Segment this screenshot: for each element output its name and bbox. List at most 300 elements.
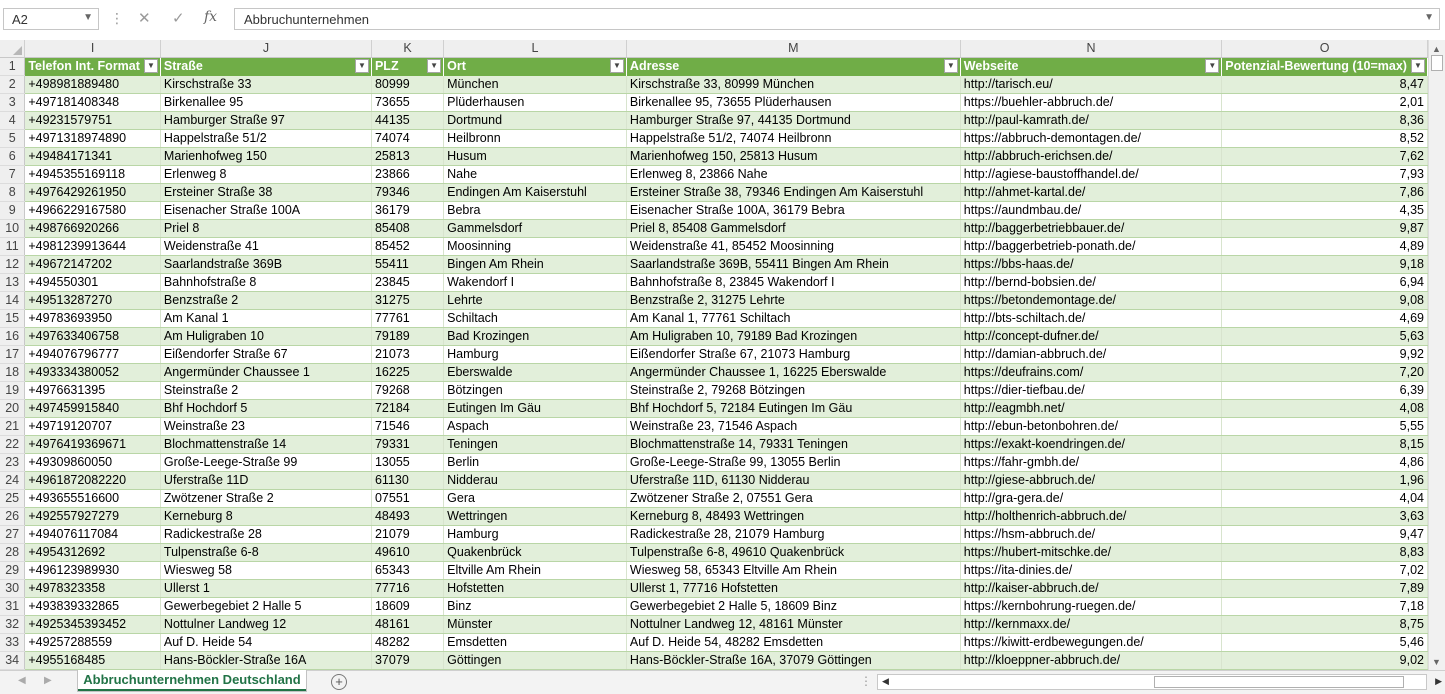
row-header[interactable]: 11	[0, 238, 25, 256]
table-cell[interactable]: +49783693950	[25, 310, 161, 328]
table-cell[interactable]: Nottulner Landweg 12, 48161 Münster	[626, 616, 960, 634]
table-cell[interactable]: Hofstetten	[444, 580, 627, 598]
table-cell[interactable]: https://abbruch-demontagen.de/	[960, 130, 1222, 148]
table-cell[interactable]: Am Huligraben 10	[160, 328, 371, 346]
formula-input[interactable]	[234, 8, 1440, 30]
table-cell[interactable]: http://kloeppner-abbruch.de/	[960, 652, 1222, 670]
table-cell[interactable]: Marienhofweg 150	[160, 148, 371, 166]
table-cell[interactable]: Binz	[444, 598, 627, 616]
table-cell[interactable]: Happelstraße 51/2	[160, 130, 371, 148]
header-cell[interactable]	[25, 58, 161, 76]
table-cell[interactable]: http://eagmbh.net/	[960, 400, 1222, 418]
table-cell[interactable]: Große-Leege-Straße 99	[160, 454, 371, 472]
plus-circle-icon[interactable]: +	[331, 674, 347, 690]
table-cell[interactable]: 8,15	[1222, 436, 1428, 454]
table-cell[interactable]: Bad Krozingen	[444, 328, 627, 346]
table-cell[interactable]: Kerneburg 8, 48493 Wettringen	[626, 508, 960, 526]
table-cell[interactable]: 13055	[371, 454, 443, 472]
chevron-down-icon[interactable]: ▼	[1424, 12, 1434, 23]
table-cell[interactable]: Quakenbrück	[444, 544, 627, 562]
table-cell[interactable]: 65343	[371, 562, 443, 580]
table-cell[interactable]: Teningen	[444, 436, 627, 454]
table-cell[interactable]: Erlenweg 8, 23866 Nahe	[626, 166, 960, 184]
table-cell[interactable]: http://damian-abbruch.de/	[960, 346, 1222, 364]
table-cell[interactable]: https://kernbohrung-ruegen.de/	[960, 598, 1222, 616]
table-cell[interactable]: https://hsm-abbruch.de/	[960, 526, 1222, 544]
table-cell[interactable]: Gewerbegebiet 2 Halle 5, 18609 Binz	[626, 598, 960, 616]
table-cell[interactable]: https://hubert-mitschke.de/	[960, 544, 1222, 562]
table-cell[interactable]: +4966229167580	[25, 202, 161, 220]
table-cell[interactable]: +497459915840	[25, 400, 161, 418]
table-cell[interactable]: Auf D. Heide 54	[160, 634, 371, 652]
table-cell[interactable]: 7,89	[1222, 580, 1428, 598]
column-header-k[interactable]: K	[371, 40, 443, 58]
column-header-o[interactable]: O	[1222, 40, 1428, 58]
next-sheet-icon[interactable]: ▶	[44, 675, 52, 686]
close-icon[interactable]: ✕	[138, 10, 151, 27]
table-cell[interactable]: 44135	[371, 112, 443, 130]
table-cell[interactable]: +494076117084	[25, 526, 161, 544]
table-cell[interactable]: Eberswalde	[444, 364, 627, 382]
table-cell[interactable]: 31275	[371, 292, 443, 310]
table-cell[interactable]: 7,20	[1222, 364, 1428, 382]
table-cell[interactable]: 16225	[371, 364, 443, 382]
row-header[interactable]: 12	[0, 256, 25, 274]
row-header[interactable]: 7	[0, 166, 25, 184]
table-cell[interactable]: +49484171341	[25, 148, 161, 166]
row-header[interactable]: 23	[0, 454, 25, 472]
row-header[interactable]: 27	[0, 526, 25, 544]
table-cell[interactable]: 3,63	[1222, 508, 1428, 526]
scroll-right-icon[interactable]: ▶	[1435, 676, 1442, 686]
name-box[interactable]	[3, 8, 99, 30]
table-cell[interactable]: Dortmund	[444, 112, 627, 130]
table-cell[interactable]: Hans-Böckler-Straße 16A	[160, 652, 371, 670]
table-cell[interactable]: 07551	[371, 490, 443, 508]
select-all-corner[interactable]	[0, 40, 25, 58]
column-header-l[interactable]: L	[444, 40, 627, 58]
table-cell[interactable]: Ullerst 1, 77716 Hofstetten	[626, 580, 960, 598]
table-cell[interactable]: Angermünder Chaussee 1, 16225 Eberswalde	[626, 364, 960, 382]
row-header[interactable]: 5	[0, 130, 25, 148]
table-cell[interactable]: 9,08	[1222, 292, 1428, 310]
table-cell[interactable]: +49231579751	[25, 112, 161, 130]
vertical-scroll-thumb[interactable]	[1431, 55, 1443, 71]
table-cell[interactable]: Marienhofweg 150, 25813 Husum	[626, 148, 960, 166]
table-cell[interactable]: Eisenacher Straße 100A, 36179 Bebra	[626, 202, 960, 220]
table-cell[interactable]: https://betondemontage.de/	[960, 292, 1222, 310]
table-cell[interactable]: Priel 8, 85408 Gammelsdorf	[626, 220, 960, 238]
table-cell[interactable]: Am Kanal 1	[160, 310, 371, 328]
table-cell[interactable]: 9,92	[1222, 346, 1428, 364]
table-cell[interactable]: Gera	[444, 490, 627, 508]
row-header[interactable]: 3	[0, 94, 25, 112]
table-cell[interactable]: Eltville Am Rhein	[444, 562, 627, 580]
scroll-left-icon[interactable]: ◀	[882, 676, 889, 686]
table-cell[interactable]: http://ahmet-kartal.de/	[960, 184, 1222, 202]
table-cell[interactable]: 7,62	[1222, 148, 1428, 166]
table-cell[interactable]: https://ita-dinies.de/	[960, 562, 1222, 580]
table-cell[interactable]: Kirschstraße 33, 80999 München	[626, 76, 960, 94]
table-cell[interactable]: 49610	[371, 544, 443, 562]
table-cell[interactable]: Bebra	[444, 202, 627, 220]
table-cell[interactable]: Bahnhofstraße 8, 23845 Wakendorf I	[626, 274, 960, 292]
table-cell[interactable]: +4976429261950	[25, 184, 161, 202]
row-header[interactable]: 31	[0, 598, 25, 616]
row-header[interactable]: 8	[0, 184, 25, 202]
table-cell[interactable]: 8,83	[1222, 544, 1428, 562]
table-cell[interactable]: Benzstraße 2	[160, 292, 371, 310]
table-cell[interactable]: +49309860050	[25, 454, 161, 472]
table-cell[interactable]: 8,36	[1222, 112, 1428, 130]
header-cell[interactable]	[444, 58, 627, 76]
vertical-scrollbar[interactable]	[1428, 40, 1445, 670]
table-cell[interactable]: Zwötzener Straße 2, 07551 Gera	[626, 490, 960, 508]
table-cell[interactable]: Husum	[444, 148, 627, 166]
table-cell[interactable]: 2,01	[1222, 94, 1428, 112]
table-cell[interactable]: 23866	[371, 166, 443, 184]
table-cell[interactable]: 72184	[371, 400, 443, 418]
table-cell[interactable]: +49672147202	[25, 256, 161, 274]
table-cell[interactable]: 8,75	[1222, 616, 1428, 634]
table-cell[interactable]: 61130	[371, 472, 443, 490]
table-cell[interactable]: 79268	[371, 382, 443, 400]
filter-dropdown-icon[interactable]: ▼	[610, 59, 624, 73]
table-cell[interactable]: 4,69	[1222, 310, 1428, 328]
table-cell[interactable]: +4945355169118	[25, 166, 161, 184]
column-header-m[interactable]: M	[626, 40, 960, 58]
table-cell[interactable]: Zwötzener Straße 2	[160, 490, 371, 508]
table-cell[interactable]: +4976631395	[25, 382, 161, 400]
row-header[interactable]: 26	[0, 508, 25, 526]
table-cell[interactable]: https://fahr-gmbh.de/	[960, 454, 1222, 472]
table-cell[interactable]: https://aundmbau.de/	[960, 202, 1222, 220]
table-cell[interactable]: 5,46	[1222, 634, 1428, 652]
table-cell[interactable]: Am Kanal 1, 77761 Schiltach	[626, 310, 960, 328]
table-cell[interactable]: http://abbruch-erichsen.de/	[960, 148, 1222, 166]
row-header[interactable]: 32	[0, 616, 25, 634]
row-header[interactable]: 30	[0, 580, 25, 598]
table-cell[interactable]: 7,02	[1222, 562, 1428, 580]
table-cell[interactable]: https://dier-tiefbau.de/	[960, 382, 1222, 400]
table-cell[interactable]: Wiesweg 58	[160, 562, 371, 580]
row-header[interactable]: 13	[0, 274, 25, 292]
row-header[interactable]: 34	[0, 652, 25, 670]
table-cell[interactable]: http://holthenrich-abbruch.de/	[960, 508, 1222, 526]
table-cell[interactable]: Emsdetten	[444, 634, 627, 652]
table-cell[interactable]: Eißendorfer Straße 67, 21073 Hamburg	[626, 346, 960, 364]
table-cell[interactable]: 79346	[371, 184, 443, 202]
table-cell[interactable]: Steinstraße 2	[160, 382, 371, 400]
function-icon[interactable]: fx	[204, 9, 218, 25]
table-cell[interactable]: Eutingen Im Gäu	[444, 400, 627, 418]
table-cell[interactable]: Radickestraße 28	[160, 526, 371, 544]
row-header[interactable]: 1	[0, 58, 25, 76]
table-cell[interactable]: +4925345393452	[25, 616, 161, 634]
table-cell[interactable]: +493334380052	[25, 364, 161, 382]
table-cell[interactable]: 80999	[371, 76, 443, 94]
table-cell[interactable]: https://exakt-koendringen.de/	[960, 436, 1222, 454]
table-cell[interactable]: Bhf Hochdorf 5, 72184 Eutingen Im Gäu	[626, 400, 960, 418]
table-cell[interactable]: Hans-Böckler-Straße 16A, 37079 Göttingen	[626, 652, 960, 670]
table-cell[interactable]: 8,52	[1222, 130, 1428, 148]
row-header[interactable]: 14	[0, 292, 25, 310]
table-cell[interactable]: Saarlandstraße 369B	[160, 256, 371, 274]
table-cell[interactable]: 4,08	[1222, 400, 1428, 418]
filter-dropdown-icon[interactable]: ▼	[1205, 59, 1219, 73]
table-cell[interactable]: 36179	[371, 202, 443, 220]
table-cell[interactable]: +493655516600	[25, 490, 161, 508]
row-header[interactable]: 18	[0, 364, 25, 382]
row-header[interactable]: 28	[0, 544, 25, 562]
table-cell[interactable]: Lehrte	[444, 292, 627, 310]
filter-dropdown-icon[interactable]: ▼	[355, 59, 369, 73]
prev-sheet-icon[interactable]: ◀	[18, 675, 26, 686]
table-cell[interactable]: Wakendorf I	[444, 274, 627, 292]
table-cell[interactable]: +49257288559	[25, 634, 161, 652]
table-cell[interactable]: Hamburg	[444, 526, 627, 544]
table-cell[interactable]: Blochmattenstraße 14, 79331 Teningen	[626, 436, 960, 454]
table-cell[interactable]: http://agiese-baustoffhandel.de/	[960, 166, 1222, 184]
table-cell[interactable]: 7,18	[1222, 598, 1428, 616]
table-cell[interactable]: Ersteiner Straße 38	[160, 184, 371, 202]
table-cell[interactable]: http://kernmaxx.de/	[960, 616, 1222, 634]
table-cell[interactable]: 9,87	[1222, 220, 1428, 238]
table-cell[interactable]: 5,63	[1222, 328, 1428, 346]
row-header[interactable]: 6	[0, 148, 25, 166]
table-cell[interactable]: Schiltach	[444, 310, 627, 328]
table-cell[interactable]: +4954312692	[25, 544, 161, 562]
table-cell[interactable]: Plüderhausen	[444, 94, 627, 112]
table-cell[interactable]: Steinstraße 2, 79268 Bötzingen	[626, 382, 960, 400]
table-cell[interactable]: Große-Leege-Straße 99, 13055 Berlin	[626, 454, 960, 472]
table-cell[interactable]: Gewerbegebiet 2 Halle 5	[160, 598, 371, 616]
table-cell[interactable]: Saarlandstraße 369B, 55411 Bingen Am Rhein	[626, 256, 960, 274]
filter-dropdown-icon[interactable]: ▼	[144, 59, 158, 73]
table-cell[interactable]: Wettringen	[444, 508, 627, 526]
table-cell[interactable]: https://kiwitt-erdbewegungen.de/	[960, 634, 1222, 652]
table-cell[interactable]: Tulpenstraße 6-8, 49610 Quakenbrück	[626, 544, 960, 562]
table-cell[interactable]: Priel 8	[160, 220, 371, 238]
table-cell[interactable]: https://bbs-haas.de/	[960, 256, 1222, 274]
table-cell[interactable]: +497181408348	[25, 94, 161, 112]
table-cell[interactable]: 9,18	[1222, 256, 1428, 274]
table-cell[interactable]: 48493	[371, 508, 443, 526]
table-cell[interactable]: 85408	[371, 220, 443, 238]
table-cell[interactable]: Uferstraße 11D	[160, 472, 371, 490]
table-cell[interactable]: 48282	[371, 634, 443, 652]
table-cell[interactable]: +4976419369671	[25, 436, 161, 454]
table-cell[interactable]: Bötzingen	[444, 382, 627, 400]
table-cell[interactable]: http://concept-dufner.de/	[960, 328, 1222, 346]
table-cell[interactable]: Weinstraße 23	[160, 418, 371, 436]
table-cell[interactable]: https://buehler-abbruch.de/	[960, 94, 1222, 112]
table-cell[interactable]: Hamburg	[444, 346, 627, 364]
row-header[interactable]: 17	[0, 346, 25, 364]
table-cell[interactable]: Gammelsdorf	[444, 220, 627, 238]
filter-dropdown-icon[interactable]: ▼	[427, 59, 441, 73]
table-cell[interactable]: Bahnhofstraße 8	[160, 274, 371, 292]
horizontal-scroll-thumb[interactable]	[1154, 676, 1404, 688]
table-cell[interactable]: +49513287270	[25, 292, 161, 310]
table-cell[interactable]: München	[444, 76, 627, 94]
table-cell[interactable]: http://giese-abbruch.de/	[960, 472, 1222, 490]
table-cell[interactable]: Tulpenstraße 6-8	[160, 544, 371, 562]
table-cell[interactable]: 21073	[371, 346, 443, 364]
row-header[interactable]: 15	[0, 310, 25, 328]
horizontal-scrollbar[interactable]	[877, 674, 1442, 690]
table-cell[interactable]: 4,35	[1222, 202, 1428, 220]
table-cell[interactable]: Weidenstraße 41	[160, 238, 371, 256]
header-cell[interactable]	[1222, 58, 1428, 76]
table-cell[interactable]: +493839332865	[25, 598, 161, 616]
table-cell[interactable]: +4955168485	[25, 652, 161, 670]
table-cell[interactable]: Heilbronn	[444, 130, 627, 148]
table-cell[interactable]: Eißendorfer Straße 67	[160, 346, 371, 364]
table-cell[interactable]: 9,02	[1222, 652, 1428, 670]
table-cell[interactable]: Nottulner Landweg 12	[160, 616, 371, 634]
table-cell[interactable]: Nahe	[444, 166, 627, 184]
row-header[interactable]: 9	[0, 202, 25, 220]
table-cell[interactable]: 71546	[371, 418, 443, 436]
row-header[interactable]: 20	[0, 400, 25, 418]
table-cell[interactable]: 5,55	[1222, 418, 1428, 436]
table-cell[interactable]: Angermünder Chaussee 1	[160, 364, 371, 382]
table-cell[interactable]: Münster	[444, 616, 627, 634]
table-cell[interactable]: Göttingen	[444, 652, 627, 670]
table-cell[interactable]: http://gra-gera.de/	[960, 490, 1222, 508]
table-cell[interactable]: +4978323358	[25, 580, 161, 598]
check-icon[interactable]: ✓	[172, 10, 185, 27]
row-header[interactable]: 25	[0, 490, 25, 508]
sheet-tab-active[interactable]: Abbruchunternehmen Deutschland	[77, 670, 307, 692]
select-all-icon[interactable]	[13, 46, 22, 55]
table-cell[interactable]: 4,86	[1222, 454, 1428, 472]
table-cell[interactable]: Auf D. Heide 54, 48282 Emsdetten	[626, 634, 960, 652]
table-cell[interactable]: +498981889480	[25, 76, 161, 94]
row-header[interactable]: 33	[0, 634, 25, 652]
table-cell[interactable]: +49719120707	[25, 418, 161, 436]
table-cell[interactable]: Erlenweg 8	[160, 166, 371, 184]
table-cell[interactable]: 8,47	[1222, 76, 1428, 94]
table-cell[interactable]: 1,96	[1222, 472, 1428, 490]
column-header-n[interactable]: N	[960, 40, 1222, 58]
table-cell[interactable]: 25813	[371, 148, 443, 166]
row-header[interactable]: 10	[0, 220, 25, 238]
table-cell[interactable]: Weidenstraße 41, 85452 Moosinning	[626, 238, 960, 256]
table-cell[interactable]: +496123989930	[25, 562, 161, 580]
row-header[interactable]: 4	[0, 112, 25, 130]
table-cell[interactable]: http://ebun-betonbohren.de/	[960, 418, 1222, 436]
table-cell[interactable]: Nidderau	[444, 472, 627, 490]
table-cell[interactable]: 4,04	[1222, 490, 1428, 508]
table-cell[interactable]: Ullerst 1	[160, 580, 371, 598]
scroll-up-icon[interactable]: ▲	[1432, 44, 1441, 54]
table-cell[interactable]: +492557927279	[25, 508, 161, 526]
header-cell[interactable]	[960, 58, 1222, 76]
table-cell[interactable]: Kirschstraße 33	[160, 76, 371, 94]
table-cell[interactable]: +4961872082220	[25, 472, 161, 490]
table-cell[interactable]: 7,86	[1222, 184, 1428, 202]
table-cell[interactable]: Kerneburg 8	[160, 508, 371, 526]
table-cell[interactable]: Bhf Hochdorf 5	[160, 400, 371, 418]
row-header[interactable]: 29	[0, 562, 25, 580]
table-cell[interactable]: +4981239913644	[25, 238, 161, 256]
table-cell[interactable]: 77716	[371, 580, 443, 598]
column-header-i[interactable]: I	[25, 40, 161, 58]
header-cell[interactable]	[371, 58, 443, 76]
table-cell[interactable]: +497633406758	[25, 328, 161, 346]
table-cell[interactable]: http://bts-schiltach.de/	[960, 310, 1222, 328]
table-cell[interactable]: Ersteiner Straße 38, 79346 Endingen Am Kaiserstuhl	[626, 184, 960, 202]
table-cell[interactable]: +498766920266	[25, 220, 161, 238]
table-cell[interactable]: +494550301	[25, 274, 161, 292]
table-cell[interactable]: Moosinning	[444, 238, 627, 256]
table-cell[interactable]: Weinstraße 23, 71546 Aspach	[626, 418, 960, 436]
row-header[interactable]: 22	[0, 436, 25, 454]
table-cell[interactable]: 37079	[371, 652, 443, 670]
table-cell[interactable]: http://tarisch.eu/	[960, 76, 1222, 94]
table-cell[interactable]: Berlin	[444, 454, 627, 472]
table-cell[interactable]: https://deufrains.com/	[960, 364, 1222, 382]
table-cell[interactable]: +494076796777	[25, 346, 161, 364]
table-cell[interactable]: Uferstraße 11D, 61130 Nidderau	[626, 472, 960, 490]
table-cell[interactable]: 18609	[371, 598, 443, 616]
table-cell[interactable]: 85452	[371, 238, 443, 256]
table-cell[interactable]: 6,94	[1222, 274, 1428, 292]
row-header[interactable]: 21	[0, 418, 25, 436]
table-cell[interactable]: 4,89	[1222, 238, 1428, 256]
table-cell[interactable]: Radickestraße 28, 21079 Hamburg	[626, 526, 960, 544]
table-cell[interactable]: Benzstraße 2, 31275 Lehrte	[626, 292, 960, 310]
table-cell[interactable]: 21079	[371, 526, 443, 544]
table-cell[interactable]: 79331	[371, 436, 443, 454]
table-cell[interactable]: http://baggerbetriebbauer.de/	[960, 220, 1222, 238]
row-header[interactable]: 2	[0, 76, 25, 94]
row-header[interactable]: 19	[0, 382, 25, 400]
row-header[interactable]: 16	[0, 328, 25, 346]
table-cell[interactable]: http://baggerbetrieb-ponath.de/	[960, 238, 1222, 256]
header-cell[interactable]	[626, 58, 960, 76]
table-cell[interactable]: Am Huligraben 10, 79189 Bad Krozingen	[626, 328, 960, 346]
table-cell[interactable]: Wiesweg 58, 65343 Eltville Am Rhein	[626, 562, 960, 580]
table-cell[interactable]: 6,39	[1222, 382, 1428, 400]
table-cell[interactable]: 74074	[371, 130, 443, 148]
table-cell[interactable]: +4971318974890	[25, 130, 161, 148]
scroll-down-icon[interactable]: ▼	[1432, 657, 1441, 667]
column-header-j[interactable]: J	[160, 40, 371, 58]
table-cell[interactable]: Aspach	[444, 418, 627, 436]
table-cell[interactable]: 79189	[371, 328, 443, 346]
table-cell[interactable]: Birkenallee 95	[160, 94, 371, 112]
table-cell[interactable]: Eisenacher Straße 100A	[160, 202, 371, 220]
table-cell[interactable]: 9,47	[1222, 526, 1428, 544]
table-cell[interactable]: 55411	[371, 256, 443, 274]
table-cell[interactable]: 48161	[371, 616, 443, 634]
table-cell[interactable]: Hamburger Straße 97	[160, 112, 371, 130]
table-cell[interactable]: 7,93	[1222, 166, 1428, 184]
table-cell[interactable]: Birkenallee 95, 73655 Plüderhausen	[626, 94, 960, 112]
table-cell[interactable]: 77761	[371, 310, 443, 328]
table-cell[interactable]: 23845	[371, 274, 443, 292]
header-cell[interactable]	[160, 58, 371, 76]
chevron-down-icon[interactable]: ▼	[83, 12, 93, 23]
table-cell[interactable]: Bingen Am Rhein	[444, 256, 627, 274]
table-cell[interactable]: Blochmattenstraße 14	[160, 436, 371, 454]
filter-dropdown-icon[interactable]: ▼	[1411, 59, 1425, 73]
table-cell[interactable]: Happelstraße 51/2, 74074 Heilbronn	[626, 130, 960, 148]
row-header[interactable]: 24	[0, 472, 25, 490]
